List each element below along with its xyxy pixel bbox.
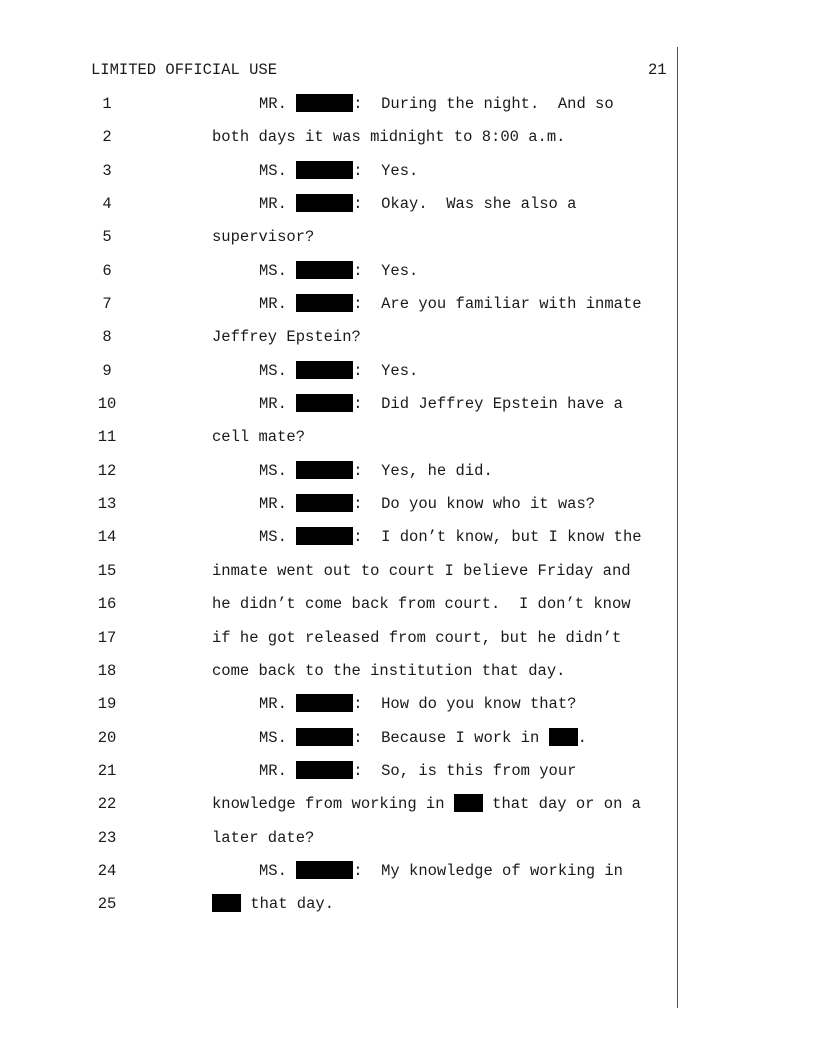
classification-header: LIMITED OFFICIAL USE <box>91 61 278 79</box>
transcript-line <box>0 461 816 494</box>
line-number: 18 <box>97 661 117 680</box>
line-text <box>212 594 631 614</box>
line-number: 9 <box>102 361 112 380</box>
line-text <box>212 127 565 147</box>
line-text <box>259 494 595 514</box>
redacted-name <box>296 694 353 712</box>
transcript-line <box>0 361 816 394</box>
transcript-line <box>0 794 816 827</box>
line-segment: MS. <box>259 461 297 480</box>
page-number: 21 <box>648 61 667 79</box>
redacted-unit <box>549 728 578 746</box>
transcript-line <box>0 527 816 560</box>
transcript-line <box>0 194 816 227</box>
redacted-name <box>296 461 353 479</box>
transcript-line <box>0 294 816 327</box>
transcript-line <box>0 728 816 761</box>
redacted-unit <box>454 794 483 812</box>
line-segment: : Okay. Was she also a <box>353 195 577 214</box>
transcript-line <box>0 594 816 627</box>
line-text <box>259 694 576 714</box>
transcript-line <box>0 227 816 260</box>
line-number: 6 <box>102 261 112 280</box>
line-segment: both days it was midnight to 8:00 a.m. <box>212 128 566 147</box>
line-segment: MR. <box>259 395 297 414</box>
line-number: 4 <box>102 195 112 214</box>
line-number: 3 <box>102 161 112 180</box>
line-segment: inmate went out to court I believe Friday and <box>212 561 631 580</box>
line-number: 10 <box>97 395 117 414</box>
line-text <box>212 661 565 681</box>
transcript-line <box>0 494 816 527</box>
line-segment: MS. <box>259 728 297 747</box>
transcript-line <box>0 394 816 427</box>
line-text <box>212 327 361 347</box>
line-segment: MR. <box>259 95 297 113</box>
redacted-name <box>296 527 353 545</box>
line-number: 21 <box>97 761 117 780</box>
line-segment: : Yes. <box>353 261 419 280</box>
redacted-name <box>296 161 353 179</box>
line-segment: that day or on a <box>482 795 641 814</box>
line-text <box>259 294 642 314</box>
line-number: 16 <box>97 595 117 614</box>
line-text <box>212 227 314 247</box>
line-text <box>259 194 576 214</box>
transcript-line <box>0 761 816 794</box>
line-text <box>259 761 576 781</box>
line-segment: : Yes. <box>353 361 419 380</box>
redacted-name <box>296 294 353 312</box>
line-text <box>259 394 623 414</box>
line-number: 1 <box>102 95 112 113</box>
transcript-line <box>0 861 816 894</box>
transcript-body <box>0 94 816 928</box>
redacted-unit <box>212 894 241 912</box>
transcript-line <box>0 894 816 927</box>
redacted-name <box>296 861 353 879</box>
line-segment: : So, is this from your <box>353 761 577 780</box>
line-segment: : I don’t know, but I know the <box>353 528 642 547</box>
redacted-name <box>296 194 353 212</box>
redacted-name <box>296 261 353 279</box>
line-text <box>212 828 314 848</box>
line-text <box>259 161 418 181</box>
line-text <box>212 427 305 447</box>
transcript-line <box>0 261 816 294</box>
line-segment: : Are you familiar with inmate <box>353 295 642 314</box>
line-segment: Jeffrey Epstein? <box>212 328 361 347</box>
line-text <box>212 628 621 648</box>
line-number: 5 <box>102 228 112 247</box>
line-segment: MS. <box>259 861 297 880</box>
line-segment: later date? <box>212 828 315 847</box>
line-segment: cell mate? <box>212 428 306 447</box>
line-segment: MS. <box>259 161 297 180</box>
line-number: 13 <box>97 495 117 514</box>
line-segment: . <box>577 728 587 747</box>
line-segment: he didn’t come back from court. I don’t know <box>212 595 631 614</box>
line-number: 2 <box>102 128 112 147</box>
line-segment: : Yes, he did. <box>353 461 493 480</box>
transcript-line <box>0 661 816 694</box>
line-segment: : Yes. <box>353 161 419 180</box>
line-number: 22 <box>97 795 117 814</box>
line-number: 8 <box>102 328 112 347</box>
line-segment: supervisor? <box>212 228 315 247</box>
line-text <box>212 894 334 914</box>
transcript-line <box>0 427 816 460</box>
line-text <box>212 794 641 814</box>
line-text <box>259 461 493 481</box>
redacted-name <box>296 361 353 379</box>
redacted-name <box>296 494 353 512</box>
line-segment: : Because I work in <box>353 728 549 747</box>
transcript-line <box>0 828 816 861</box>
line-segment: MS. <box>259 361 297 380</box>
line-text <box>259 261 418 281</box>
line-segment: if he got released from court, but he didn’t <box>212 628 622 647</box>
line-number: 23 <box>97 828 117 847</box>
line-number: 20 <box>97 728 117 747</box>
transcript-line <box>0 94 816 127</box>
line-number: 12 <box>97 461 117 480</box>
line-segment: MS. <box>259 528 297 547</box>
line-number: 19 <box>97 695 117 714</box>
transcript-line <box>0 127 816 160</box>
line-segment: : Do you know who it was? <box>353 495 596 514</box>
line-number: 25 <box>97 895 117 914</box>
line-segment: MR. <box>259 295 297 314</box>
line-number: 15 <box>97 561 117 580</box>
line-number: 7 <box>102 295 112 314</box>
line-segment: : During the night. And so <box>353 95 614 113</box>
line-number: 14 <box>97 528 117 547</box>
transcript-line <box>0 161 816 194</box>
line-segment: : Did Jeffrey Epstein have a <box>353 395 623 414</box>
transcript-line <box>0 327 816 360</box>
transcript-line <box>0 628 816 661</box>
line-number: 11 <box>97 428 117 447</box>
redacted-name <box>296 94 353 112</box>
line-segment: MR. <box>259 495 297 514</box>
line-segment: that day. <box>241 895 335 914</box>
line-text <box>259 527 642 547</box>
transcript-line <box>0 694 816 727</box>
transcript-line <box>0 561 816 594</box>
line-segment: come back to the institution that day. <box>212 661 566 680</box>
line-segment: MR. <box>259 195 297 214</box>
redacted-name <box>296 728 353 746</box>
line-text <box>259 861 623 881</box>
redacted-name <box>296 761 353 779</box>
line-segment: : How do you know that? <box>353 695 577 714</box>
line-text <box>212 561 631 581</box>
line-number: 24 <box>97 861 117 880</box>
line-text <box>259 94 614 114</box>
line-text <box>259 361 418 381</box>
redacted-name <box>296 394 353 412</box>
line-segment: knowledge from working in <box>212 795 454 814</box>
line-text <box>259 728 587 748</box>
line-number: 17 <box>97 628 117 647</box>
line-segment: : My knowledge of working in <box>353 861 623 880</box>
line-segment: MR. <box>259 761 297 780</box>
line-segment: MS. <box>259 261 297 280</box>
line-segment: MR. <box>259 695 297 714</box>
